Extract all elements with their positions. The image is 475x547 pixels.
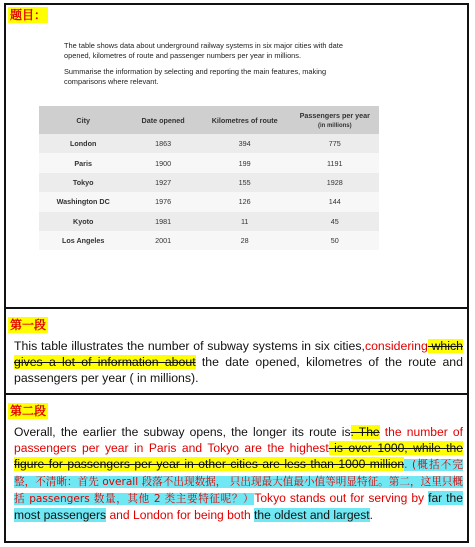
section-divider-1 bbox=[6, 307, 467, 309]
table-cell: 199 bbox=[199, 153, 291, 172]
table-cell: London bbox=[39, 134, 127, 153]
table-cell: 775 bbox=[291, 134, 379, 153]
p2-oldest-largest: the oldest and largest bbox=[254, 508, 370, 522]
header-date-opened: Date opened bbox=[127, 106, 198, 134]
table-cell: 50 bbox=[291, 231, 379, 250]
section-divider-2 bbox=[6, 393, 467, 395]
p2-tokyo-clause: Tokyo stands out for serving by bbox=[254, 491, 429, 505]
p1-correction: considering bbox=[364, 339, 428, 353]
table-row bbox=[39, 231, 379, 250]
header-passengers bbox=[291, 106, 379, 134]
task-prompt bbox=[64, 41, 364, 93]
table-header-row bbox=[39, 106, 379, 134]
table-cell: Tokyo bbox=[39, 173, 127, 192]
p2-london-clause: and London for being both bbox=[106, 508, 255, 522]
p2-deleted-clause: is over 1000, while the figure for passengers per year in other cities are less than 1000 million bbox=[14, 441, 463, 471]
table-cell: 11 bbox=[199, 212, 291, 231]
p2-most-passengers: the most passengers bbox=[14, 491, 463, 522]
header-kilometres: Kilometres of route bbox=[199, 106, 291, 134]
p1-deleted-phrase: which gives a lot of information about bbox=[14, 339, 463, 369]
header-passengers-label: Passengers per year bbox=[299, 111, 370, 120]
table-cell: 1863 bbox=[127, 134, 198, 153]
document-frame bbox=[4, 3, 469, 543]
table-row bbox=[39, 134, 379, 153]
table-cell: 126 bbox=[199, 192, 291, 211]
table-cell: 1976 bbox=[127, 192, 198, 211]
paragraph-2-text bbox=[6, 424, 467, 523]
subway-data-table bbox=[39, 106, 379, 250]
table-cell: 28 bbox=[199, 231, 291, 250]
p2-far: far bbox=[428, 491, 443, 505]
table-cell: 1927 bbox=[127, 173, 198, 192]
p2-text-a: Overall, the earlier the subway opens, the longer its route is bbox=[14, 425, 351, 439]
table-cell: 155 bbox=[199, 173, 291, 192]
p1-text-a: This table illustrates the number of subway systems in six cities, bbox=[14, 339, 365, 353]
p2-teacher-comment: . (概括不完整，不清晰：首先 overall 段落不出现数据， 只出现最大值最小值等明显特征。第二，这里只概括 passengers 数量，其他 2 类主要特征呢？） bbox=[14, 459, 463, 505]
table-cell: 1928 bbox=[291, 173, 379, 192]
topic-tag: 题目： bbox=[10, 8, 47, 22]
paragraph-2-tag: 第二段 bbox=[10, 404, 47, 418]
paragraph-1-tag: 第一段 bbox=[10, 318, 47, 332]
prompt-line-2: Summarise the information by selecting and reporting the main features, making comparisons where relevant. bbox=[64, 67, 327, 86]
header-city: City bbox=[39, 106, 127, 134]
table-row bbox=[39, 192, 379, 211]
p2-correction-the: the number of passengers per year in Paris and Tokyo bbox=[14, 425, 464, 455]
table-cell: 2001 bbox=[127, 231, 198, 250]
table-cell: Washington DC bbox=[39, 192, 127, 211]
p2-deleted-the: . The bbox=[350, 425, 380, 439]
table-cell: Los Angeles bbox=[39, 231, 127, 250]
prompt-line-1: The table shows data about underground railway systems in six major cities with date opened, kilometres of route and passenger numbers per year in millions. bbox=[64, 41, 343, 60]
section-paragraph-1 bbox=[6, 316, 467, 386]
table-cell: 45 bbox=[291, 212, 379, 231]
section-paragraph-2 bbox=[6, 402, 467, 523]
table-row bbox=[39, 173, 379, 192]
table-row bbox=[39, 153, 379, 172]
p2-correction-highest: are the highest bbox=[244, 441, 329, 455]
table-cell: 1900 bbox=[127, 153, 198, 172]
p1-text-b: the date opened, kilometres of the route and passengers per year ( in millions). bbox=[14, 355, 463, 385]
paragraph-1-text bbox=[6, 338, 467, 386]
table-cell: Kyoto bbox=[39, 212, 127, 231]
table-cell: 394 bbox=[199, 134, 291, 153]
table-cell: 144 bbox=[291, 192, 379, 211]
p2-period: . bbox=[369, 508, 374, 522]
header-passengers-unit: (in millions) bbox=[317, 123, 352, 129]
table-cell: Paris bbox=[39, 153, 127, 172]
table-cell: 1981 bbox=[127, 212, 198, 231]
table-cell: 1191 bbox=[291, 153, 379, 172]
table-row bbox=[39, 212, 379, 231]
section-topic bbox=[6, 5, 467, 305]
